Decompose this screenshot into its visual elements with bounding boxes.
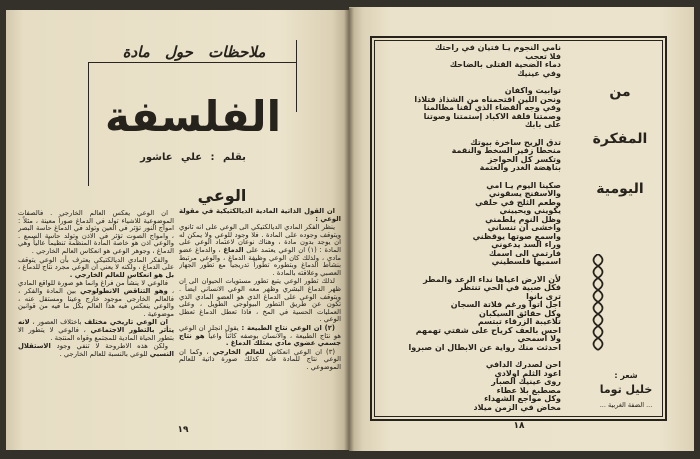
section-title: الوعي bbox=[197, 186, 247, 205]
poem-heading-line: من bbox=[609, 84, 631, 100]
text-column-left bbox=[18, 210, 174, 422]
paragraph-text: والفكر المادي الديالكتيكي يعترف بأن الوعي يتوقف على الدماغ ، ولكنه لا يعني ان الوعي مجرد نتاج للدماغ ، bbox=[18, 255, 174, 272]
paragraph-text: للعالم الخارجي bbox=[212, 347, 265, 356]
poem-line: اعود الثلم اولادي bbox=[494, 368, 561, 378]
paragraph-text: لانه يتأثر بالتطور الاجتماعي bbox=[18, 318, 174, 334]
poem-line: اسميها فلسطيني bbox=[491, 257, 561, 266]
right-page bbox=[349, 7, 694, 451]
poem-line: واخشى ان تنساني bbox=[487, 223, 561, 232]
paragraph-text: للوعي بالنسبة للعالم الخارجي . bbox=[59, 349, 150, 358]
poem-line: مصطبغ بلا عطاء bbox=[496, 385, 561, 395]
paragraph bbox=[179, 208, 341, 223]
article-subtitle: ملاحظات حول مادة bbox=[122, 43, 266, 61]
poem-line: روى عينيك الصبار bbox=[491, 377, 561, 386]
paragraph-text: هو نتاج جسمي عضوي مادي يمتلك الدماغ . bbox=[179, 331, 341, 348]
poem-line: مخاض في الزمن ميلاد bbox=[473, 402, 561, 412]
stanza bbox=[393, 276, 561, 353]
poem-line: وطعم الثلج في حلقي bbox=[475, 197, 561, 207]
paragraph-text: ان القول الذاتية المادية الديالكتيكية في مقولة الوعي : bbox=[179, 208, 341, 223]
book-spine-shadow bbox=[344, 8, 354, 451]
stanza bbox=[393, 139, 561, 173]
paragraph-text: باختلاف العصور ، bbox=[29, 318, 85, 327]
poem-line: وراء السد يدعوني bbox=[491, 240, 561, 249]
poem-line: احن لصدرك الدافي bbox=[485, 360, 561, 369]
left-page bbox=[6, 10, 349, 450]
header-frame-right-line bbox=[296, 40, 297, 112]
paragraph bbox=[18, 257, 174, 280]
poem-line: صكينا اليوم يـا امي bbox=[486, 180, 561, 190]
poem-line: منحطاً زفير السخط والنقمة bbox=[451, 146, 561, 155]
poem-line: وكل حقائق السيكبان bbox=[479, 308, 561, 318]
poem-line: يكويني ويحييني bbox=[499, 206, 561, 215]
poem-line: وصمتنا فلقة الاكباد إستمتنا وصوتنا bbox=[423, 111, 561, 121]
stanza bbox=[393, 44, 561, 78]
poem-line: احدثت منك رواية عن الابطال ان صبروا bbox=[408, 342, 561, 352]
paragraph bbox=[18, 210, 174, 256]
poem-line: ترى بانوا bbox=[526, 291, 561, 301]
poem-line: تدق الريح ساخرة بيوتك bbox=[470, 137, 561, 147]
paragraph bbox=[18, 280, 174, 318]
article-author: بقلم : علي عاشور bbox=[140, 152, 246, 163]
poem-line: فارتمي الى اسمك bbox=[488, 248, 561, 258]
poem-heading-line: اليومية bbox=[596, 181, 644, 197]
paragraph-text: (٢) ان الوعي نتاج الطبيعة : bbox=[238, 323, 335, 332]
paragraph-text: وهو التناقض الانطولوجي bbox=[80, 286, 168, 295]
paragraph-text: ينظر الفكر المادي الديالكتيكي الى الوعي على انه ثانوي ويتوقف وجوده على المادة . فلا وجود للوعي ولا يمكن له ان يوجد بدون مادة ، وهناك نوعان لاعتماد الوعي على المادة : (١) ان الوعي يعتمد على bbox=[179, 223, 341, 254]
paragraph-text: ان الوعي يعكس العالم الخارجي . فالصفات الموضوعية للاشياء تولد في الدماغ صوراً معينة ، مثلاً : امواج النور تؤثر في العين وتولد في الدماغ حاسة البصر ، وامواج الصوت تؤثر في الاذن وتولد حاسة السمع . والوعي اذن هو خاصة المادة المنظمة تنظيماً عالياً وهي الدماغ ، وجوهر الوعي هو انعكاس العالم الخارجي . bbox=[18, 210, 174, 255]
chain-ornament-icon bbox=[591, 254, 605, 351]
page-number: ١٩ bbox=[177, 425, 189, 435]
poet-label: شعر : bbox=[614, 371, 638, 380]
poem-line: توابيت واكفان bbox=[504, 86, 561, 95]
poem-line: لأن الارض اعياها نداء الرعد والمطر bbox=[423, 274, 561, 284]
paragraph-text: ، وكما ان الوعي نتاج للمادة فانه كذلك صورة ذاتية للعالم الموضوعي . bbox=[179, 347, 341, 371]
paragraph-text: ولكن هذه الاطروحة لا تنفي وجود bbox=[50, 342, 168, 351]
header-frame-left-line bbox=[88, 62, 89, 186]
paragraph-text: بل هو انعكاس للعالم الخارجي . bbox=[69, 270, 174, 279]
paragraph-text: فالوعي لا ينشأ من فراغ وانما هو صورة للواقع المادي ، bbox=[18, 279, 174, 295]
paragraph bbox=[179, 349, 341, 372]
poem-line: اجل اتوا ورغم فلاتة السجان bbox=[450, 300, 561, 309]
page-number: ١٨ bbox=[513, 421, 525, 431]
paragraph bbox=[18, 343, 174, 358]
poem-heading-line: المفكرة bbox=[592, 131, 648, 147]
poem-line: واسمع صوتها يوقظني bbox=[472, 231, 561, 241]
poem-line: ولا اسمحي bbox=[517, 334, 561, 343]
paragraph-text: الاستقلال النسبي bbox=[18, 342, 174, 358]
paragraph bbox=[18, 319, 174, 342]
header-frame-top-line bbox=[88, 62, 297, 63]
poem-line: وكل مواجع الشهداء bbox=[484, 394, 561, 403]
paragraph-text: بين المادة والفكر ، فالعالم الخارجي موجود خارج وعينا ومستقل عنه ، والوعي ينعكس فيه هذا العالم بكل ما فيه من قوانين موضوعية . bbox=[18, 286, 174, 318]
stanza bbox=[393, 182, 561, 267]
poem bbox=[393, 44, 561, 416]
poem-line: وفي وجه القضاء الذي لقنا مظالمنا bbox=[423, 103, 561, 112]
poem-line: تلاعيبة الزرقاء تبتسم bbox=[477, 317, 561, 326]
poem-line: بناهضة الغدر والعتمة bbox=[479, 163, 561, 172]
poem-line: فكل صبية في الحي تنتظر bbox=[458, 283, 561, 292]
paragraph-text: ان الوعي تاريخي مختلف bbox=[84, 318, 168, 327]
poem-line: ونحن اللين اقتحمناه من الشذاذ فتلاذا bbox=[414, 94, 561, 104]
poet-region: ... الضفة الغربية ... bbox=[599, 401, 653, 409]
paragraph bbox=[179, 325, 341, 348]
poet-name: خليل توما bbox=[599, 383, 653, 396]
paragraph-text: لذلك تطور الوعي يتبع تطور مستويات الحيوان الى ان ظهر الدماغ البشري وظهر معه الوعي الانساني ايضاً . ويتوقف الوعي على الدماغ الذي هو العضو المادي الذي تكون عن طريق التطور البيولوجي الطويل ، وعلى العمليات الحسية في المخ ، فاذا تعطل الدماغ تعطل الوعي . bbox=[179, 277, 341, 324]
text-column-right bbox=[179, 208, 341, 422]
paragraph bbox=[179, 224, 341, 277]
poem-line: والاسفنج يسقوني bbox=[488, 189, 561, 198]
poem-line: وظل النوم يلطمني bbox=[485, 214, 561, 224]
poem-line: على بابك bbox=[524, 120, 561, 129]
paragraph-text: ، فالوعي لا يتطور الا بتطور الحياة المادية للمجتمع وقواه المنتجة . bbox=[18, 325, 174, 342]
article-title: الفلسفة bbox=[105, 92, 281, 141]
poem-line: فلا تعجب bbox=[525, 51, 561, 61]
poem-line: وتكسر كل الحواجز bbox=[487, 154, 561, 164]
paragraph bbox=[179, 278, 341, 324]
poem-line: نامي النجوم يـا فتيان في راحتك bbox=[434, 44, 561, 52]
paragraph-text: ، والدماغ عضو مادي ، ولذلك كان الوعي وظيفة الدماغ ، والوعي مرتبط بنشاط الدماغ وبتطوره تطوراً تدريجياً مع تطور الجهاز العصبي وعلاقته بالمادة . bbox=[179, 245, 341, 277]
stanza bbox=[393, 87, 561, 130]
poem-line: احس بالعف كرياح على شفتي تهمهم bbox=[415, 325, 561, 335]
stanza bbox=[393, 361, 561, 412]
poem-line: دماء الضحية القتلى بالضاحك bbox=[449, 60, 561, 69]
paragraph-text: (٣) ان الوعي انعكاس bbox=[264, 347, 336, 356]
paragraph-text: يقول انجلز ان الوعي هو نتاج الطبيعة ، والانسان بوصفه كائناً واعياً bbox=[179, 323, 341, 340]
paragraph-text: الدماغ bbox=[223, 245, 244, 254]
poem-line: وفي عينيك bbox=[517, 68, 561, 78]
